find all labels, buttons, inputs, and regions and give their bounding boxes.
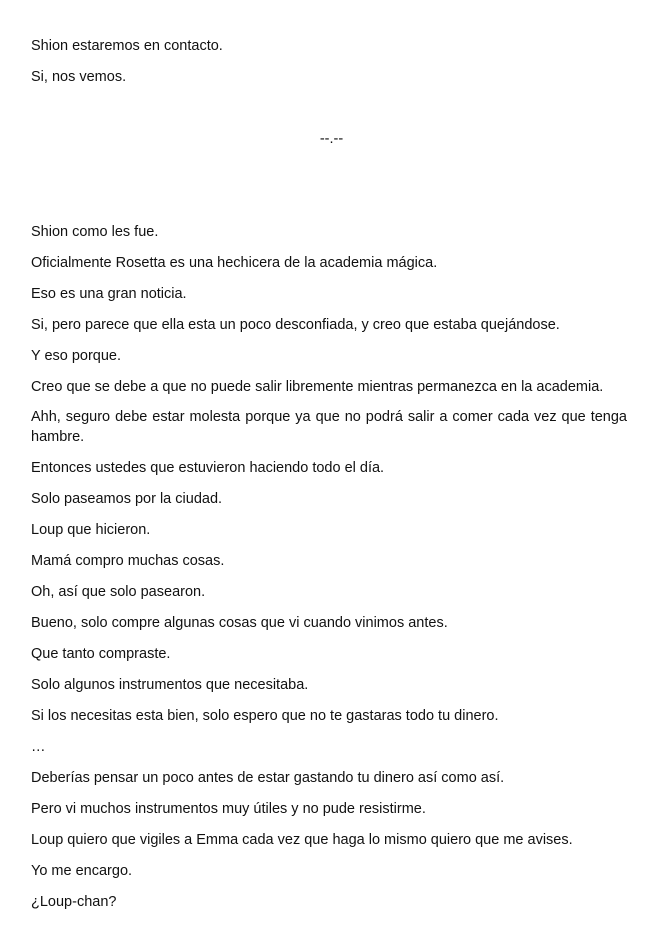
paragraph: Que tanto compraste.	[31, 646, 171, 662]
paragraph: Y eso porque.	[31, 348, 122, 364]
paragraph: Deberías pensar un poco antes de estar gastando tu dinero así como así.	[31, 770, 505, 786]
paragraph: Si los necesitas esta bien, solo espero que no te gastaras todo tu dinero.	[31, 708, 499, 724]
paragraph: Mamá compro muchas cosas.	[31, 553, 225, 569]
paragraph: Solo algunos instrumentos que necesitaba.	[31, 677, 309, 693]
paragraph: Creo que se debe a que no puede salir libremente mientras permanezca en la academia.	[31, 379, 604, 395]
paragraph: Solo paseamos por la ciudad.	[31, 491, 223, 507]
paragraph: Shion como les fue.	[31, 224, 159, 240]
paragraph: Pero vi muchos instrumentos muy útiles y no pude resistirme.	[31, 801, 426, 817]
paragraph: Bueno, solo compre algunas cosas que vi cuando vinimos antes.	[31, 615, 448, 631]
paragraph: Oficialmente Rosetta es una hechicera de la academia mágica.	[31, 255, 438, 271]
scene-separator: --.--	[319, 131, 344, 147]
paragraph: Si, nos vemos.	[31, 69, 127, 85]
ellipsis-line: …	[31, 739, 46, 755]
paragraph: Entonces ustedes que estuvieron haciendo todo el día.	[31, 460, 385, 476]
paragraph: Yo me encargo.	[31, 863, 133, 879]
paragraph: Oh, así que solo pasearon.	[31, 584, 206, 600]
paragraph: Loup que hicieron.	[31, 522, 151, 538]
paragraph: Ahh, seguro debe estar molesta porque ya que no podrá salir a comer cada vez que tenga hambre.	[31, 409, 627, 445]
paragraph: Loup quiero que vigiles a Emma cada vez que haga lo mismo quiero que me avises.	[31, 832, 573, 848]
paragraph: Shion estaremos en contacto.	[31, 38, 223, 54]
paragraph: Eso es una gran noticia.	[31, 286, 187, 302]
paragraph: Si, pero parece que ella esta un poco desconfiada, y creo que estaba quejándose.	[31, 317, 560, 333]
paragraph: ¿Loup-chan?	[31, 894, 117, 910]
